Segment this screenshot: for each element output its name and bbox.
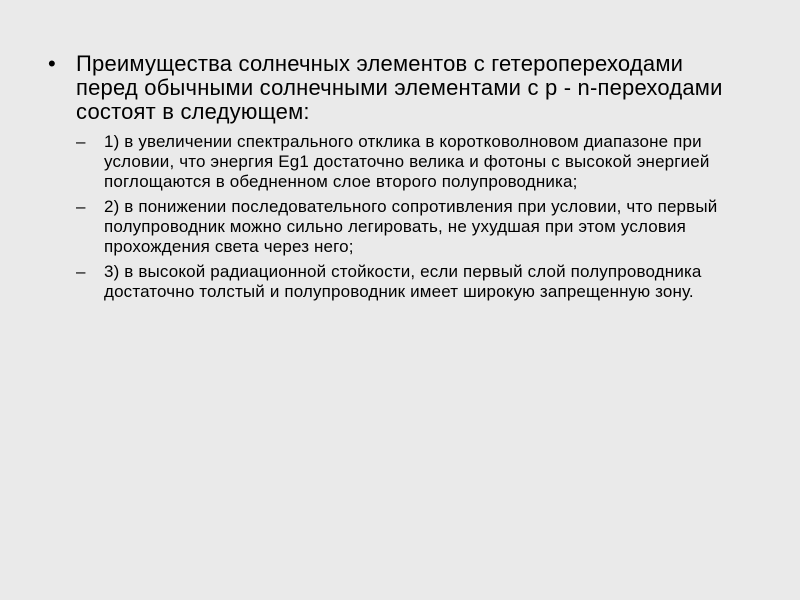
sub-bullet-item-3 xyxy=(76,262,748,302)
dash-icon: – xyxy=(76,132,86,151)
bullet-icon: • xyxy=(48,51,56,76)
sub-bullet-text: 3) в высокой радиационной стойкости, если первый слой полупроводника достаточно толстый и полупроводник имеет широкую запрещенную зону. xyxy=(104,262,702,301)
sub-bullet-list xyxy=(76,132,748,302)
bullet-list xyxy=(48,52,748,307)
dash-icon: – xyxy=(76,197,86,216)
sub-bullet-text: 2) в понижении последовательного сопротивления при условии, что первый полупроводник можно сильно легировать, не ухудшая при этом условия прохождения света через него; xyxy=(104,197,718,256)
dash-icon: – xyxy=(76,262,86,281)
sub-bullet-text: 1) в увеличении спектрального отклика в коротковолновом диапазоне при условии, что энергия Eg1 достаточно велика и фотоны с высокой энергией поглощаются в обедненном слое второго полупроводника; xyxy=(104,132,710,191)
main-bullet-text: Преимущества солнечных элементов с гетеропереходами перед обычными солнечными элементами с p - n-переходами состоят в следующем: xyxy=(76,51,723,124)
sub-bullet-item-2 xyxy=(76,197,748,257)
main-bullet-item xyxy=(48,52,748,302)
sub-bullet-item-1 xyxy=(76,132,748,192)
